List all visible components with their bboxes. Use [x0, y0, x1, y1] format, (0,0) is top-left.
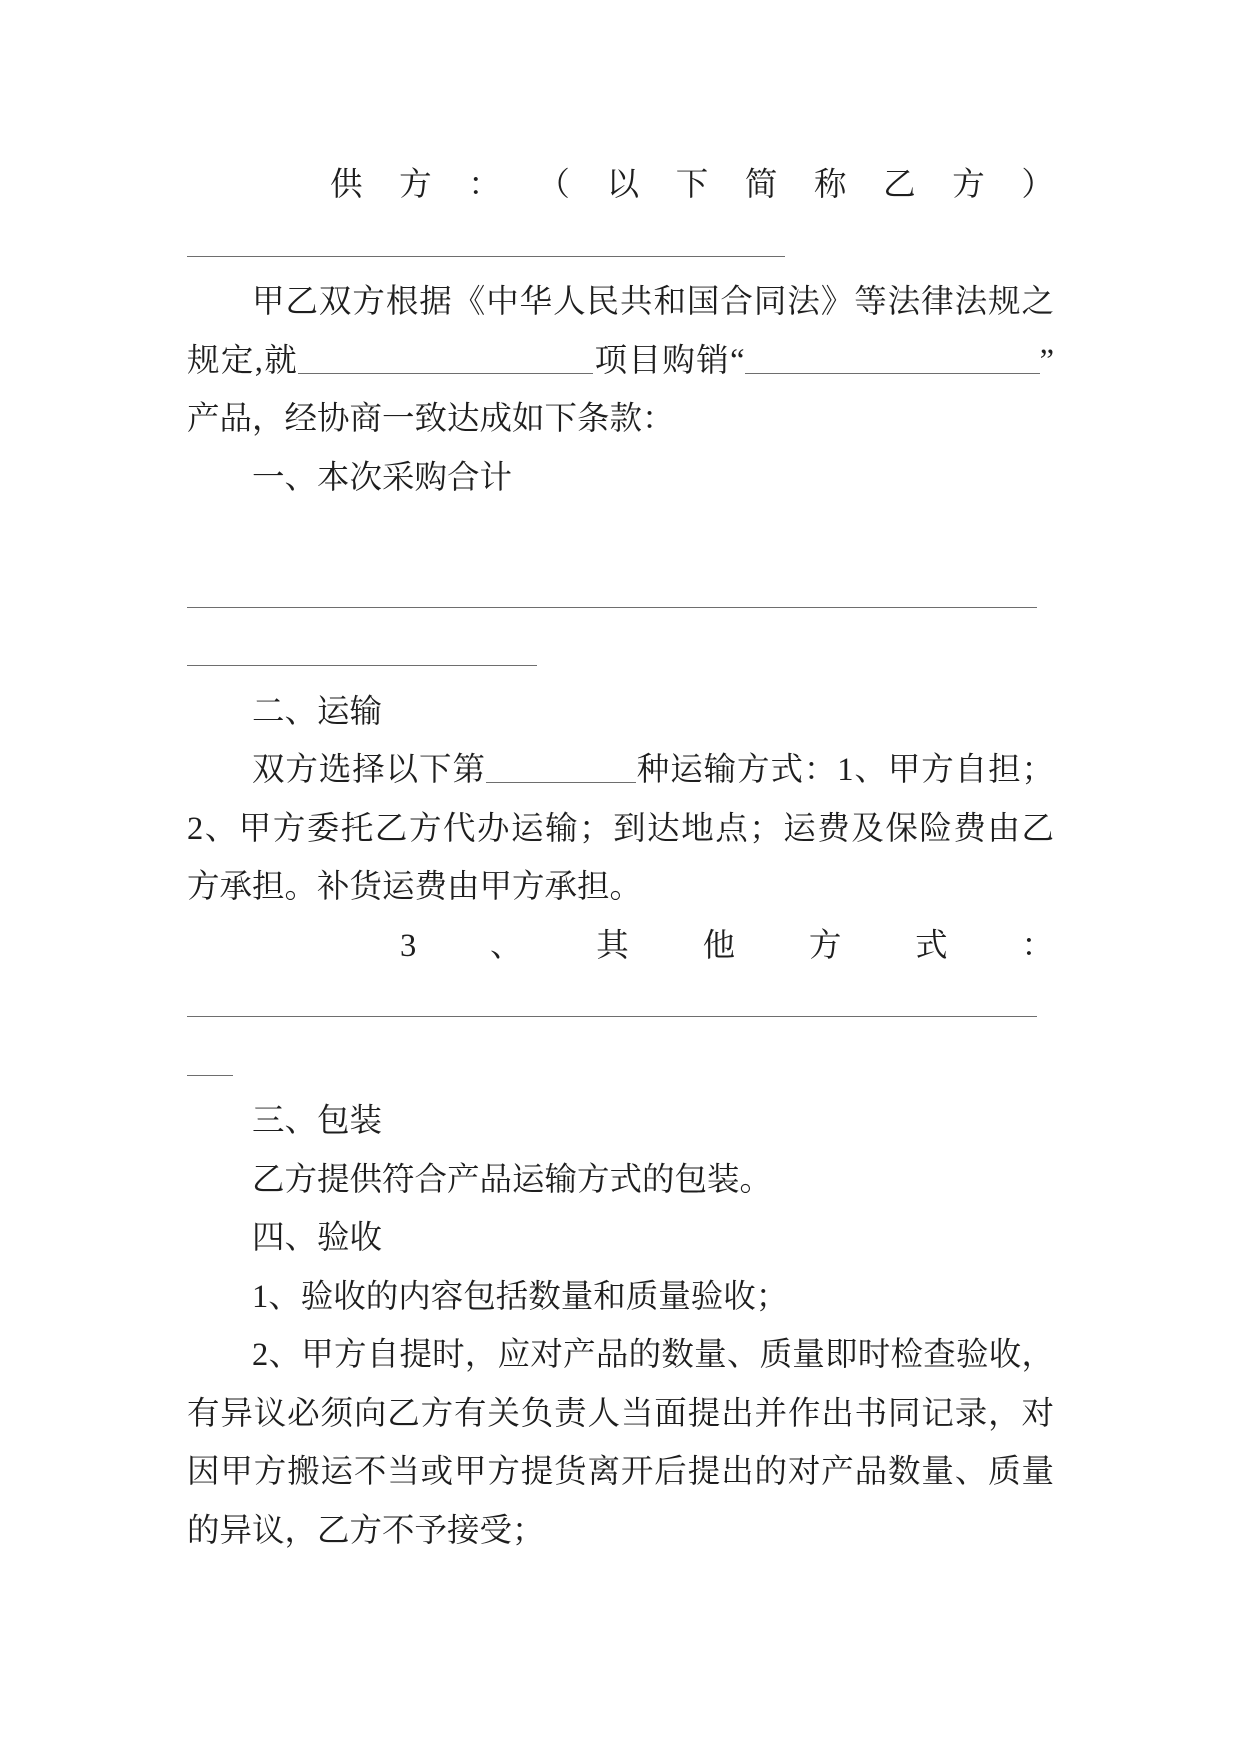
other-method-blank-row — [187, 975, 1054, 1034]
spread-char: 方 — [952, 167, 985, 203]
blank-line — [187, 255, 785, 257]
spread-char: ： — [468, 167, 501, 203]
supplier-blank-row — [187, 215, 1054, 274]
purchase-total-blank-row — [187, 624, 1054, 683]
paragraph-line: 2、甲方自提时，应对产品的数量、质量即时检查验收， — [252, 1337, 1054, 1373]
paragraph-line: 乙方提供符合产品运输方式的包装。 — [252, 1161, 773, 1198]
spread-char: 供 — [330, 167, 363, 203]
section-heading: 四、验收 — [252, 1220, 383, 1256]
spread-char: 简 — [744, 167, 778, 203]
other-method-line — [187, 917, 1054, 976]
paragraph-line: 有异议必须向乙方有关负责人当面提出并作出书同记录，对 — [187, 1395, 1054, 1432]
purchase-total-blank-row — [187, 566, 1054, 625]
spread-char: 式 — [915, 927, 948, 964]
project-blank-line — [298, 372, 593, 374]
paragraph-line: 方承担。补货运费由甲方承担。 — [187, 869, 643, 905]
document-body — [187, 156, 1054, 1560]
product-blank-line — [745, 372, 1040, 374]
spread-char: 称 — [813, 167, 847, 203]
blank-line — [187, 664, 537, 666]
intro-text: 规定,就 — [187, 342, 299, 379]
blank-line — [187, 1074, 233, 1076]
paragraph-text: 种运输方式：1、甲方自担； — [635, 752, 1054, 788]
intro-line-with-blanks — [187, 332, 1054, 391]
paragraph-line: 的异议，乙方不予接受； — [187, 1512, 545, 1549]
spread-char: 乙 — [883, 167, 916, 203]
paragraph-text: 双方选择以下第 — [252, 752, 486, 788]
spread-char: （ — [537, 167, 570, 203]
paragraph-line: 因甲方搬运不当或甲方提货离开后提出的对产品数量、质量 — [187, 1454, 1054, 1490]
spread-char: 以 — [606, 167, 640, 203]
paragraph-line: 2、甲方委托乙方代办运输；到达地点；运费及保险费由乙 — [187, 810, 1054, 847]
intro-text: ” — [1039, 342, 1054, 379]
transport-choice-line — [187, 741, 1054, 800]
spread-char: ： — [1021, 927, 1054, 964]
other-method-blank-row — [187, 1034, 1054, 1093]
spread-char: 方 — [808, 927, 842, 964]
spread-char: ） — [1021, 167, 1054, 203]
spread-char: 下 — [675, 167, 709, 203]
intro-line: 甲乙双方根据《中华人民共和国合同法》等法律法规之 — [252, 284, 1054, 320]
spread-char: 方 — [399, 167, 432, 203]
empty-line — [187, 507, 1054, 566]
spread-char: 其 — [596, 927, 629, 964]
section-heading: 三、包装 — [252, 1103, 383, 1139]
paragraph-line: 1、验收的内容包括数量和质量验收； — [252, 1278, 789, 1315]
intro-line: 产品，经协商一致达成如下条款： — [187, 401, 675, 437]
blank-line — [187, 606, 1037, 608]
method-number-blank-line — [486, 781, 636, 783]
spread-char: 他 — [702, 927, 736, 964]
section-heading: 一、本次采购合计 — [252, 459, 513, 496]
spread-char: 3 — [400, 927, 417, 964]
section-heading: 二、运输 — [252, 693, 383, 730]
intro-text: 项目购销“ — [593, 342, 745, 379]
blank-line — [187, 1015, 1037, 1017]
spread-char: 、 — [490, 927, 523, 964]
supplier-line — [187, 156, 1054, 215]
